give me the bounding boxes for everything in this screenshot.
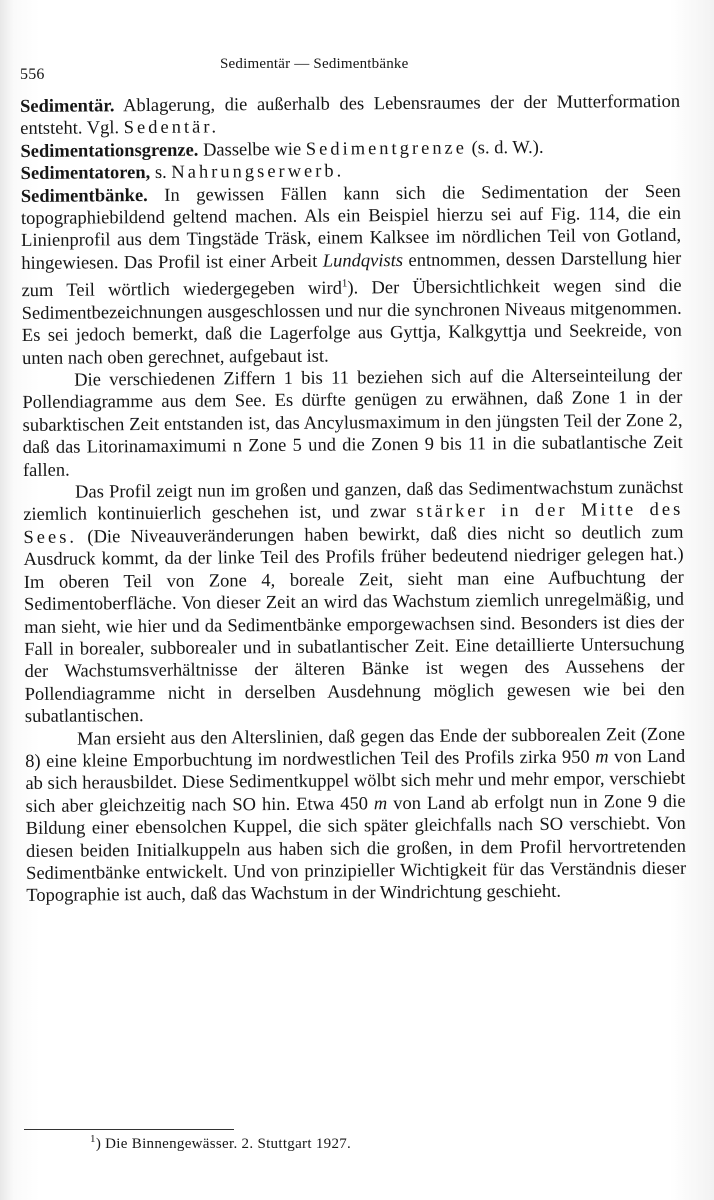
paragraph (25, 723, 686, 907)
lemma: Sedimentatoren, (20, 163, 151, 185)
paragraph-text: Man ersieht aus den Alterslinien, daß gegen das Ende der subborealen Zeit (Zone 8) eine kleine Emporbuchtung im nordwestlichen Teil des Profils zirka 950 (25, 724, 686, 772)
paragraph-text: von Land ab sich herausbildet. Diese Sedimentkuppel wölbt sich mehr und mehr empor, verschiebt sich aber gleichzeitig nach SO hin. Etwa 450 (25, 746, 686, 817)
unit: m (373, 793, 388, 814)
footnote-mark: 1 (90, 1133, 96, 1145)
paragraph-text: Das Profil zeigt nun im großen und ganzen, daß das Sedimentwachstum zunächst ziemlich kontinuierlich geschehen ist, und zwar (23, 477, 684, 526)
running-header (20, 56, 674, 83)
cross-reference: Sedentär. (123, 117, 220, 139)
footnote-text: ) Die Binnengewässer. 2. Stuttgart 1927. (95, 1136, 352, 1152)
author-name: Lundqvists (322, 250, 404, 272)
lemma: Sedimentär. (20, 96, 115, 117)
entry-sedimentbaenke (21, 180, 682, 370)
paragraph-text: von Land ab erfolgt nun in Zone 9 die Bildung einer ebensolchen Kuppel, die sich später gleichfalls nach SO verschiebt. Von diesen beiden Initialkuppeln aus haben sich die großen, in dem Profil hervortretenden Sedimentbänke entwickelt. Und von prinzipieller Wichtigkeit für das Verständnis dieser Topographie ist auch, daß das Wachstum in der Windrichtung geschieht. (25, 791, 687, 907)
paragraph-text: In gewissen Fällen kann sich die Sedimentation der Seen topographiebildend geltend machen. Als ein Beispiel hierzu sei auf Fig. 114, die ein Linienprofil aus dem Tingstäde Träsk, einem Kalksee im nördlichen Teil von Gotland, hingewiesen. Das Profil ist einer Arbeit (20, 181, 682, 274)
paragraph-text: ). Der Übersichtlichkeit wegen sind die Sedimentbezeichnungen ausgeschlossen und nur die synchronen Niveaus mitgenommen. Es sei jedoch bemerkt, daß die Lagerfolge aus Gyttja, Kalkgyttja und Seekreide, von unten nach oben gerechnet, aufgebaut ist. (21, 276, 682, 369)
emphasized-text: stärker in der Mitte des Sees. (23, 500, 684, 548)
paragraph: Die verschiedenen Ziffern 1 bis 11 beziehen sich auf die Alterseinteilung der Pollendiagramme aus dem See. Es dürfte genügen zu erwähnen, daß Zone 1 in der subarktischen Zeit entstanden ist, das Ancylusmaximum in den jüngsten Teil der Zone 2, daß das Litorinamaximumi n Zone 5 und die Zonen 9 bis 11 in die subatlantische Zeit fallen. (22, 365, 683, 481)
cross-reference: Nahrungserwerb. (171, 161, 345, 184)
footnote-marker: 1 (341, 277, 348, 290)
cross-reference: Sedimentgrenze (305, 138, 468, 160)
unit: m (595, 747, 609, 768)
paragraph (23, 477, 685, 729)
paragraph-text: (Die Niveauveränderungen haben bewirkt, daß dies nicht so deutlich zum Ausdruck kommt, da der linke Teil des Profils früher bedeutend niedriger gelegen hat.) Im oberen Teil von Zone 4, boreale Zeit, sieht man eine Aufbuchtung der Sedimentoberfläche. Von dieser Zeit an wird das Wachstum ziemlich unregelmäßig, und man sieht, wie hier und da Sedimentbänke emporgewachsen sind. Besonders ist dies der Fall in borealer, subborealer und in subatlantischer Zeit. Eine detaillierte Untersuchung der Wachstumsverhältnisse der älteren Bänke ist wegen des Aussehens der Pollendiagramme nicht in derselben Ausdehnung möglich gewesen wie bei den subatlantischen. (23, 522, 685, 728)
entry-text: Dasselbe wie (198, 139, 306, 161)
entry-text: Ablagerung, die außerhalb des Lebensraumes der der Mutterformation entsteht. Vgl. (20, 91, 681, 140)
lemma: Sedimentationsgrenze. (20, 140, 199, 162)
entry-text-tail: (s. d. W.). (466, 137, 544, 159)
page-body (20, 91, 686, 908)
entry-sedimentaer (20, 91, 680, 141)
running-title: Sedimentär — Sedimentbänke (220, 56, 409, 72)
paragraph-text: entnommen, dessen Darstellung hier zum Teil wörtlich wiedergegeben wird (21, 248, 682, 302)
footnote (90, 1133, 351, 1153)
lemma: Sedimentbänke. (20, 185, 148, 207)
footnote-divider (24, 1129, 234, 1130)
entry-text: s. (150, 163, 172, 184)
page-number: 556 (20, 66, 45, 83)
